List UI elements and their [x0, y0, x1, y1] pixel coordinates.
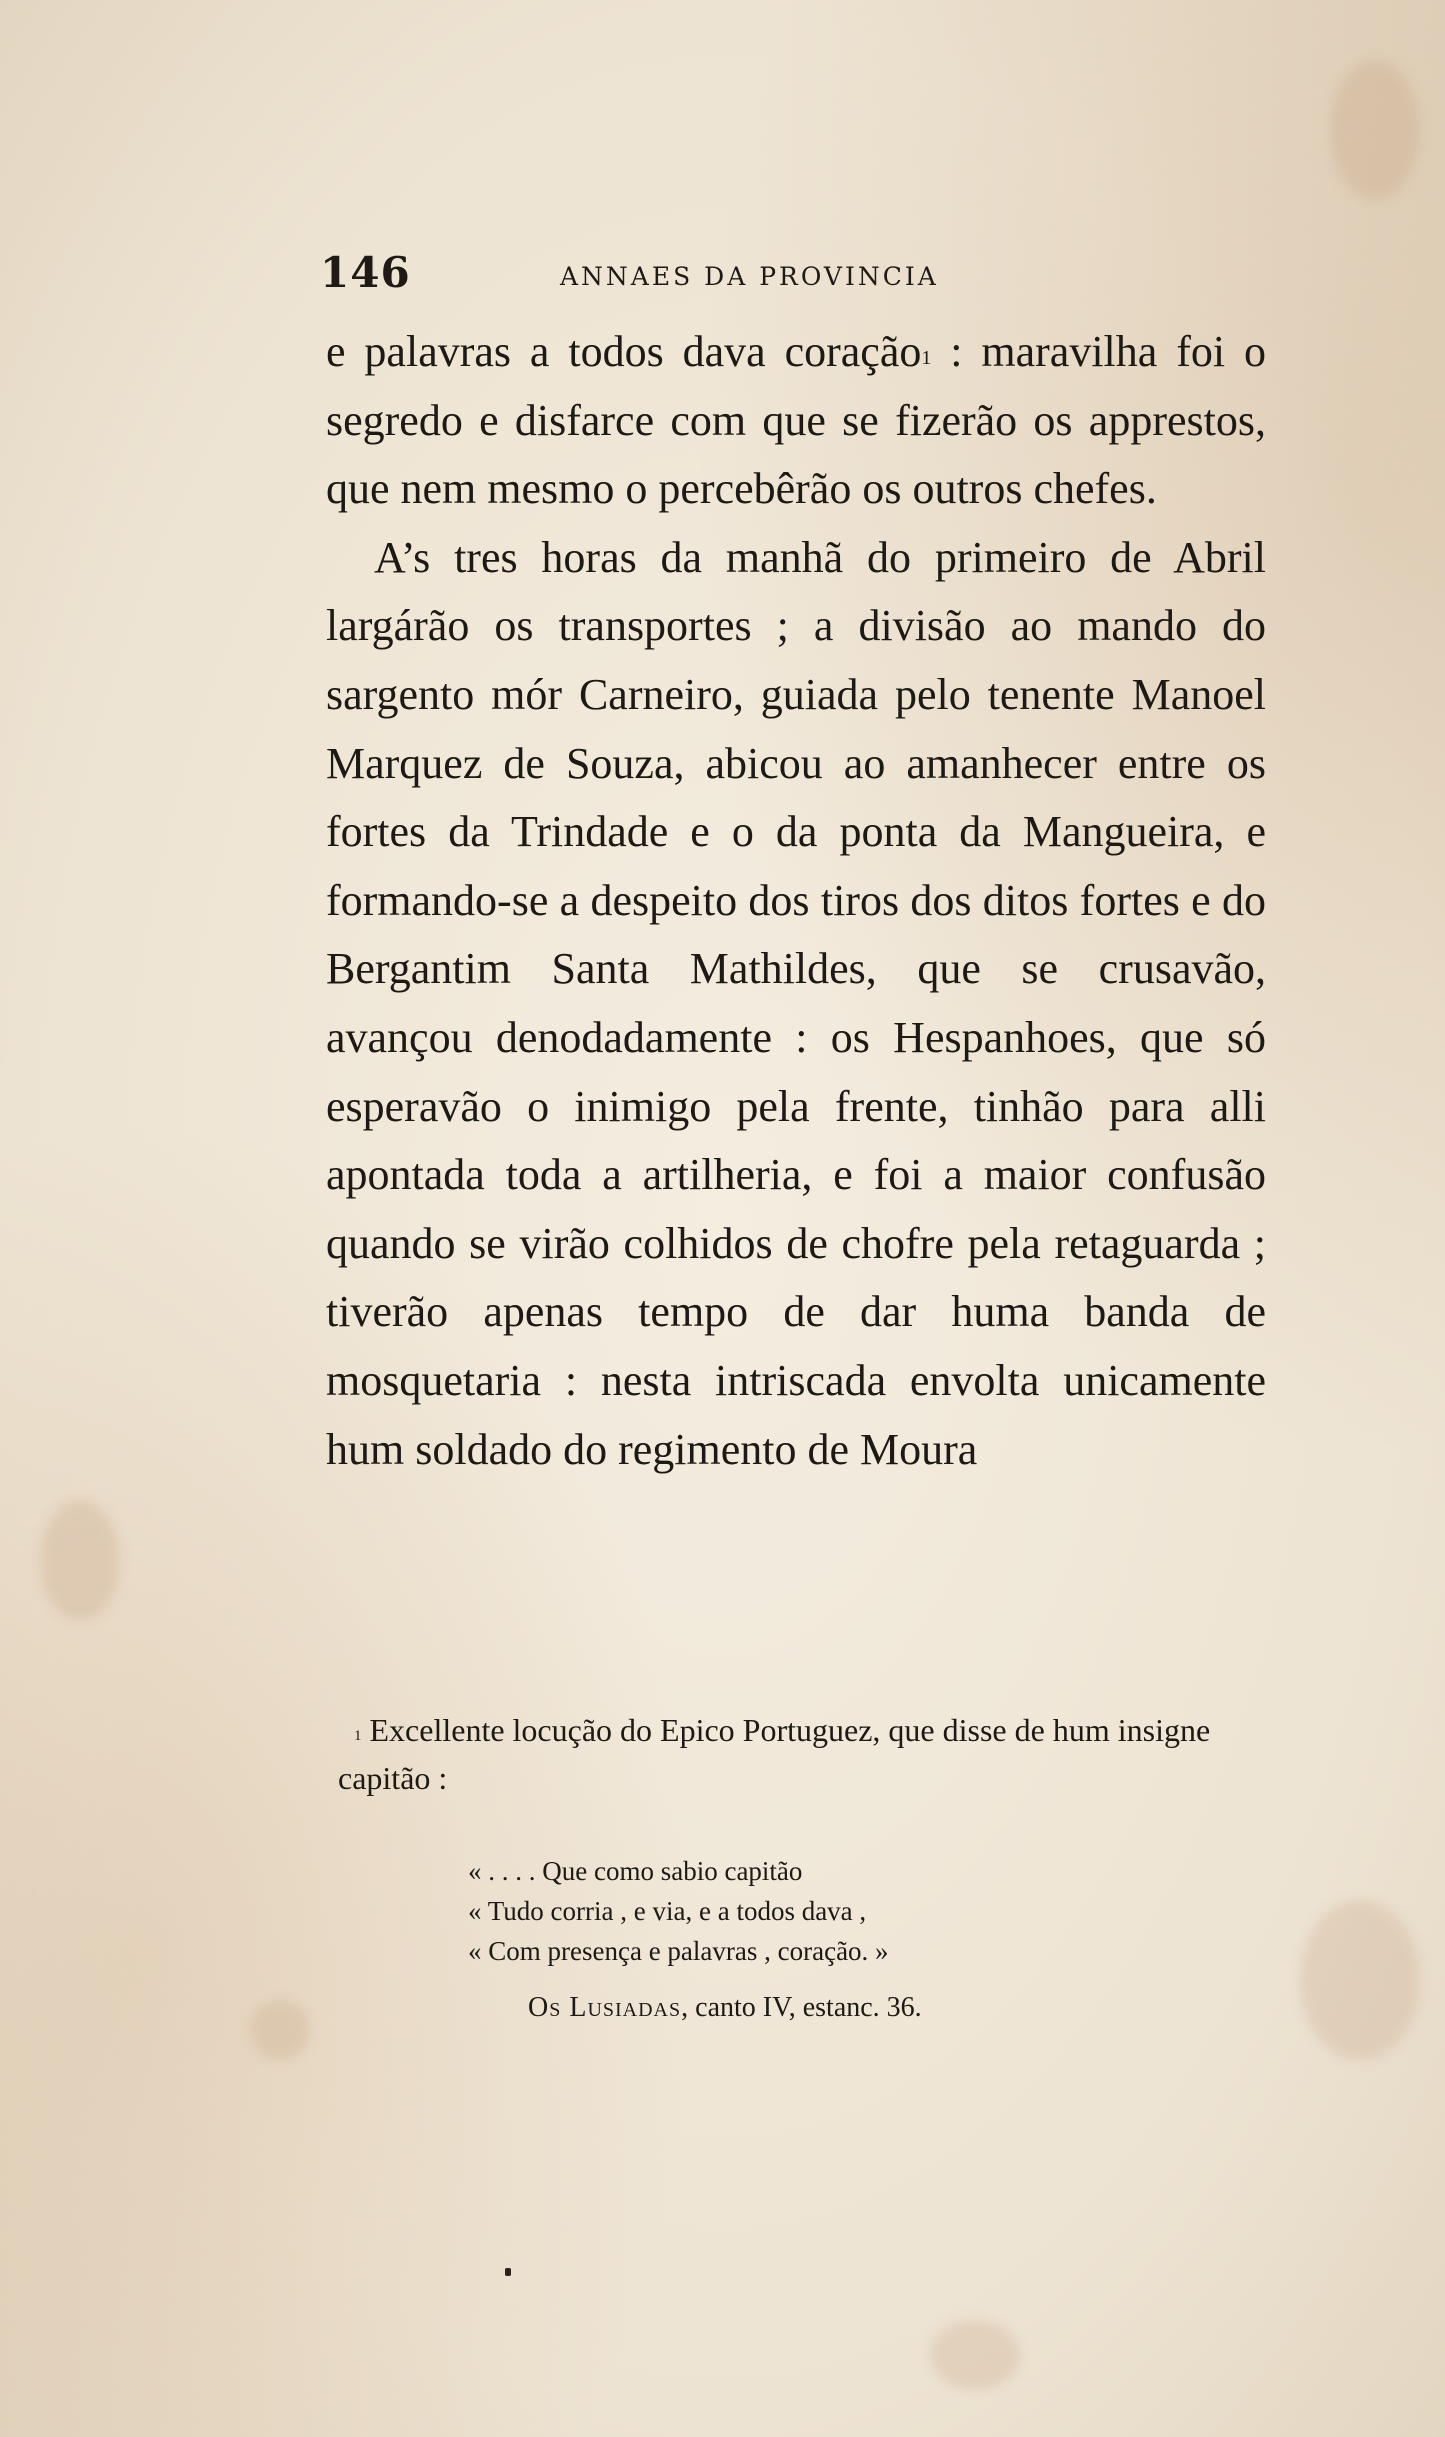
footnote-text: Excellente locução do Epico Portuguez, que disse de hum insigne capitão :	[338, 1712, 1211, 1796]
citation	[528, 1992, 922, 2024]
running-head: ANNAES DA PROVINCIA	[560, 262, 939, 291]
verse-line: « Com presença e palavras , coração. »	[468, 1936, 889, 1966]
ink-mark	[505, 2268, 511, 2276]
paper-stain	[1300, 1900, 1420, 2060]
footnote-mark: 1	[354, 1728, 362, 1744]
page-number: 146	[320, 248, 411, 297]
paragraph-text: e palavras a todos dava coração	[326, 327, 922, 376]
paragraph	[326, 318, 1266, 524]
footnote-reference: 1	[921, 347, 932, 369]
verse-quotation	[468, 1851, 1068, 1971]
paragraph-text: : maravilha foi o segredo e disfarce com que se fizerão os apprestos, que nem mesmo o percebêrão os outros chefes.	[326, 327, 1266, 514]
citation-work: Os Lusiadas	[528, 1992, 682, 2023]
paper-stain	[250, 2000, 310, 2060]
footnote-text-block	[338, 1706, 1278, 1802]
verse-line: « Tudo corria , e via, e a todos dava ,	[468, 1896, 867, 1926]
paper-stain	[1330, 60, 1420, 200]
citation-location: , canto IV, estanc. 36.	[681, 1992, 922, 2023]
verse-line: « . . . . Que como sabio capitão	[468, 1856, 803, 1886]
body-text	[326, 318, 1266, 1484]
paper-stain	[930, 2320, 1020, 2390]
paragraph: A’s tres horas da manhã do primeiro de Abril largárão os transportes ; a divisão ao mando do sargento mór Carneiro, guiada pelo tenente Manoel Marquez de Souza, abicou ao amanhecer entre os fortes da Trindade e o da ponta da Mangueira, e formando-se a despeito dos tiros dos ditos fortes e do Bergantim Santa Mathildes, que se crusavão, avançou denodadamente : os Hespanhoes, que só esperavão o inimigo pela frente, tinhão para alli apontada toda a artilheria, e foi a maior confusão quando se virão colhidos de chofre pela retaguarda ; tiverão apenas tempo de dar huma banda de mosquetaria : nesta intriscada envolta unicamente hum soldado do regimento de Moura	[326, 532, 1266, 1474]
footnote	[338, 1706, 1278, 1802]
page-header	[320, 248, 1280, 308]
paper-stain	[40, 1500, 120, 1620]
